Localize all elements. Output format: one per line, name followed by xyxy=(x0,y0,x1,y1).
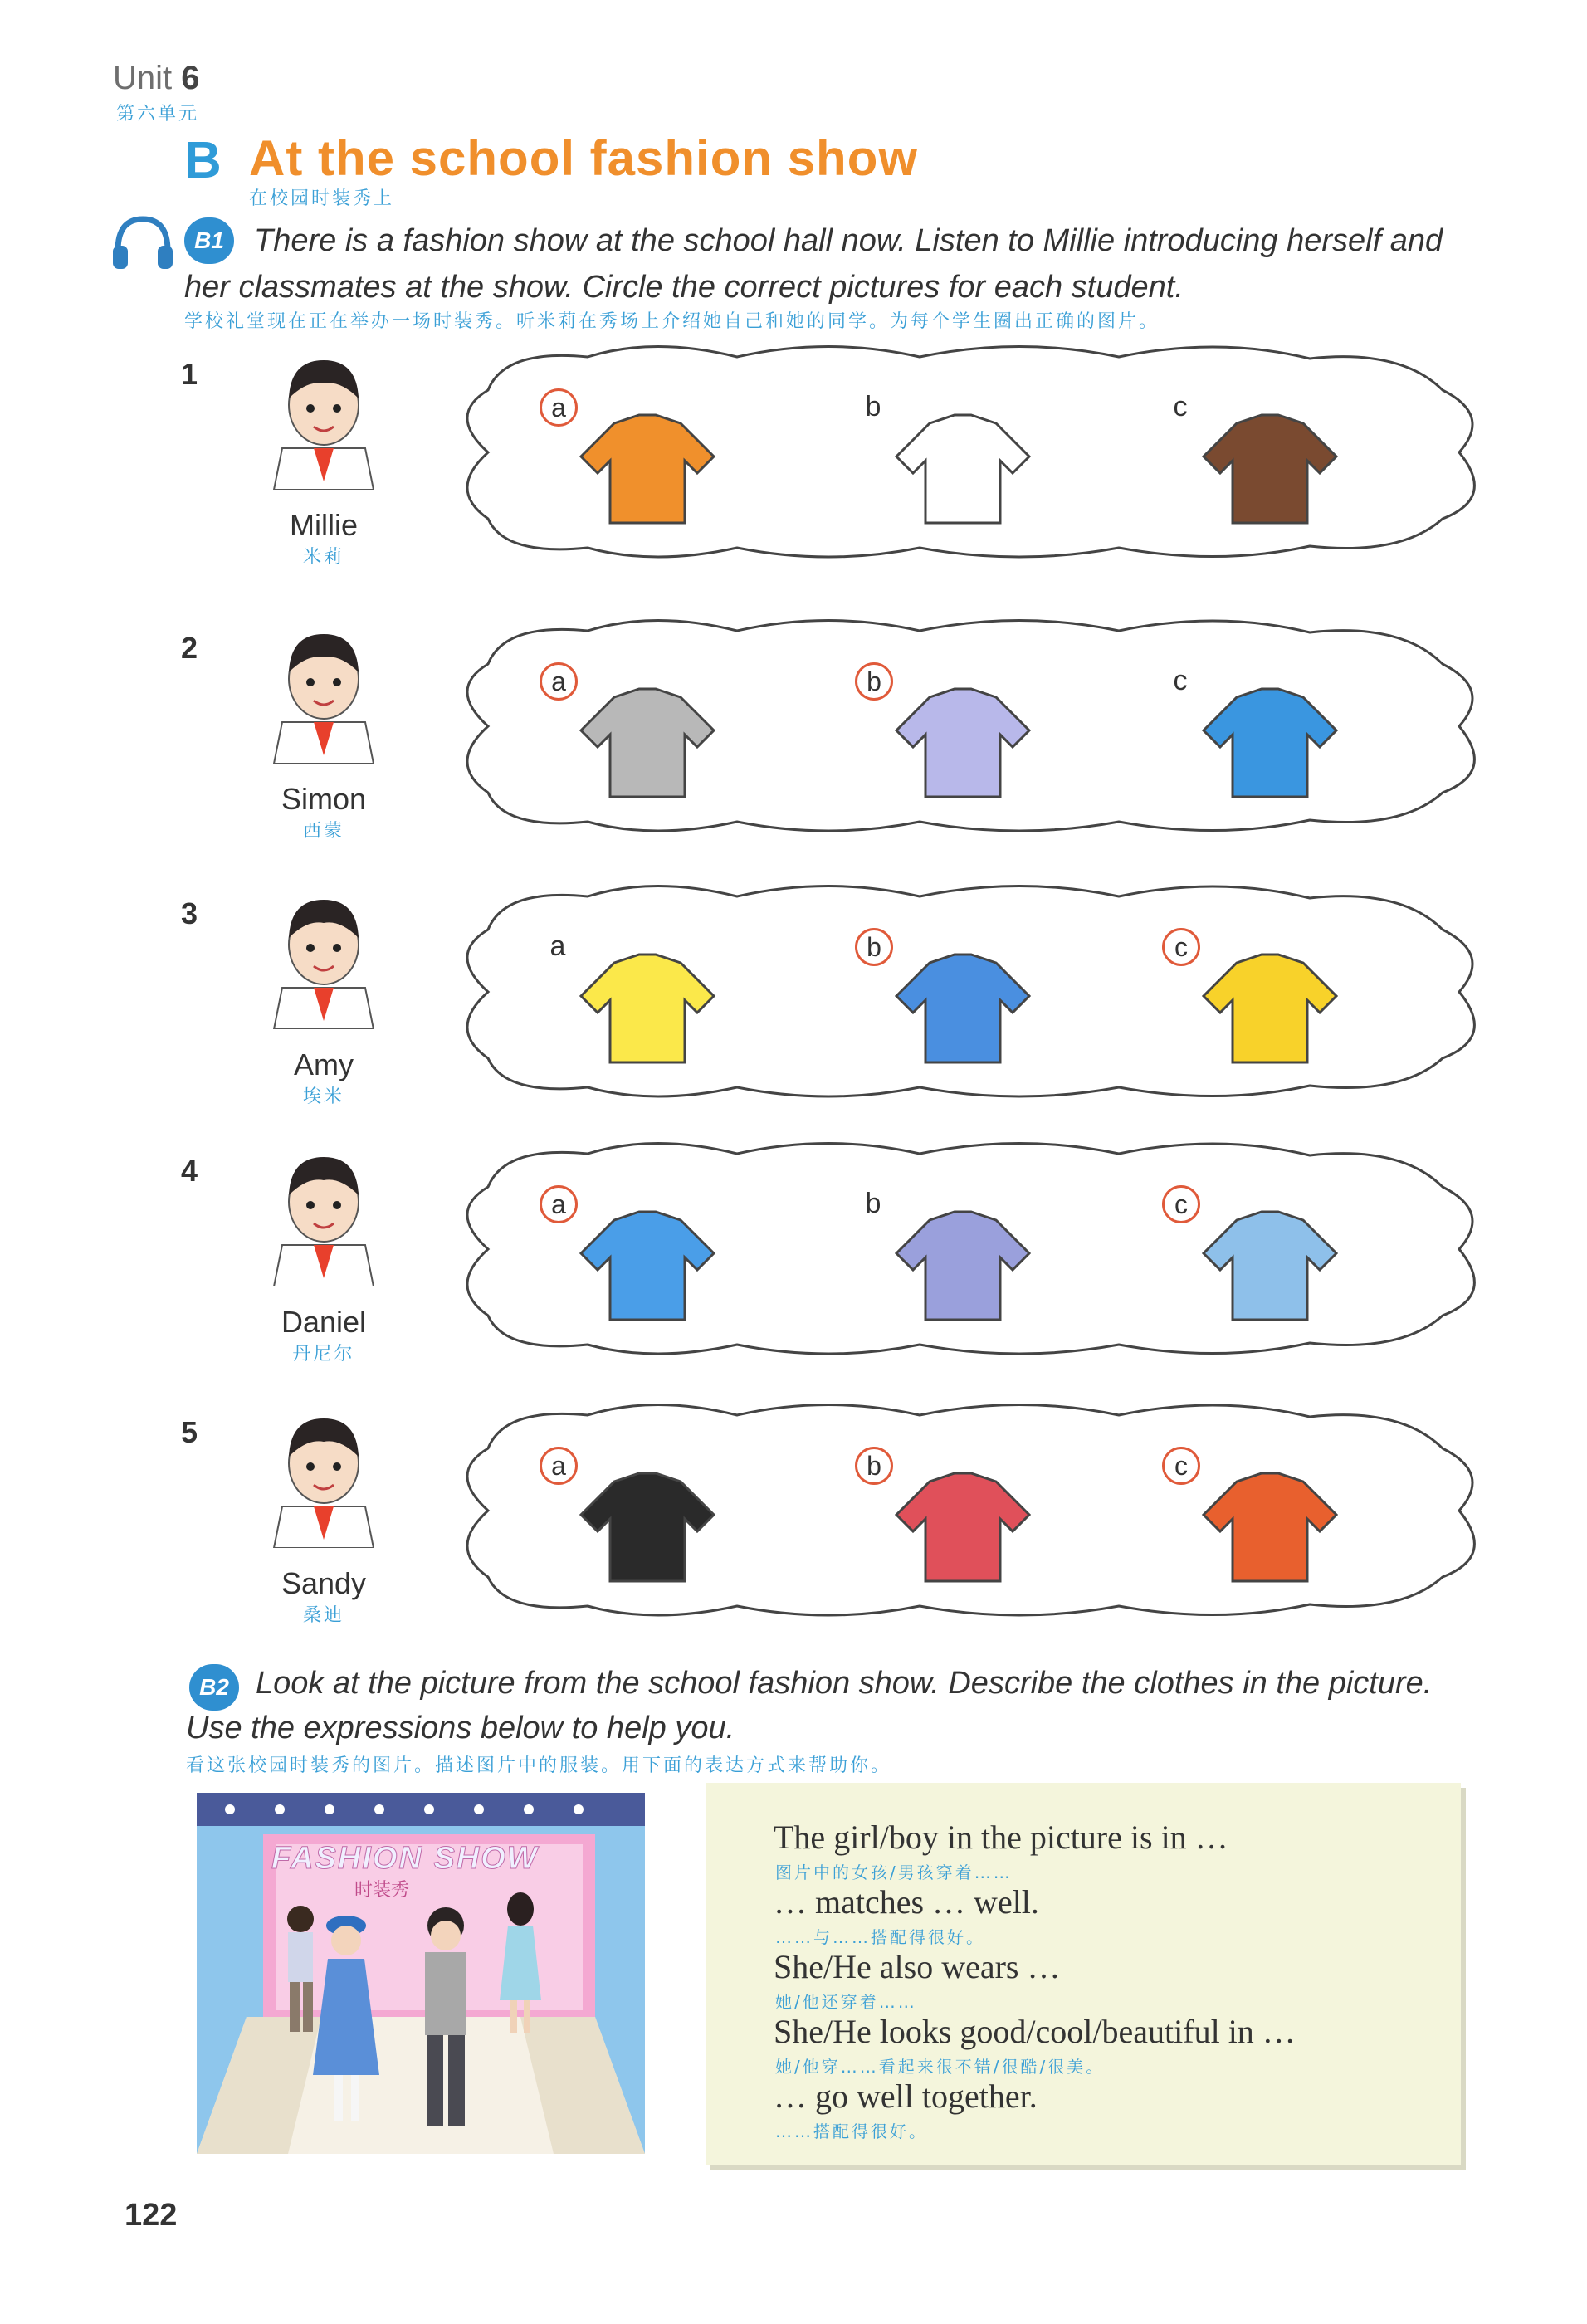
section-letter: B xyxy=(184,132,222,189)
purple-shirt-picture[interactable] xyxy=(880,681,1046,805)
phrase-2-cn: ……与……搭配得很好。 xyxy=(775,1927,985,1947)
fashion-show-picture xyxy=(197,1793,645,2154)
option-c[interactable]: c xyxy=(1173,664,1188,696)
row-number: 5 xyxy=(181,1415,198,1449)
option-b[interactable]: b xyxy=(865,390,881,422)
student-avatar xyxy=(257,1399,390,1548)
phrase-2: … matches … well. xyxy=(774,1883,1039,1921)
student-name: Amy xyxy=(294,1047,354,1081)
b1-badge: B1 xyxy=(184,217,234,264)
option-c[interactable]: c xyxy=(1173,390,1188,422)
phrase-5-cn: ……搭配得很好。 xyxy=(775,2121,928,2141)
b2-badge: B2 xyxy=(189,1664,239,1711)
student-name-cn: 埃米 xyxy=(302,1086,344,1107)
option-b[interactable]: b xyxy=(865,1187,881,1219)
student-name-cn: 桑迪 xyxy=(302,1605,344,1626)
student-name: Daniel xyxy=(281,1305,367,1339)
option-b[interactable]: b xyxy=(855,1447,893,1485)
student-avatar xyxy=(257,614,390,764)
red-shoes-picture[interactable] xyxy=(880,1465,1046,1589)
student-avatar xyxy=(257,880,390,1029)
page-number: 122 xyxy=(125,2198,178,2233)
student-name-cn: 米莉 xyxy=(302,547,344,568)
section-cn: 在校园时装秀上 xyxy=(249,188,395,209)
row-number: 2 xyxy=(181,631,198,665)
phrase-1: The girl/boy in the picture is in … xyxy=(774,1819,1228,1856)
option-a[interactable]: a xyxy=(540,662,578,701)
phrase-4: She/He looks good/cool/beautiful in … xyxy=(774,2013,1296,2050)
fashion-show-sign: FASHION SHOW xyxy=(271,1841,539,1876)
yellow-sweater-picture[interactable] xyxy=(564,946,730,1071)
option-c[interactable]: c xyxy=(1162,1185,1200,1223)
b1-instruction-line2: her classmates at the show. Circle the correct pictures for each student. xyxy=(184,270,1184,305)
option-b[interactable]: b xyxy=(855,662,893,701)
b1-instruction-line1: There is a fashion show at the school hall now. Listen to Millie introducing herself and xyxy=(254,223,1443,258)
row-number: 1 xyxy=(181,357,198,391)
b1-instruction-cn: 学校礼堂现在正在举办一场时装秀。听米莉在秀场上介绍她自己和她的同学。为每个学生圈出正确的图片。 xyxy=(184,311,1160,332)
option-a[interactable]: a xyxy=(540,1447,578,1485)
jeans-picture[interactable] xyxy=(1187,1204,1353,1328)
b2-instruction-line1: Look at the picture from the school fashion show. Describe the clothes in the picture. xyxy=(256,1666,1433,1701)
headphones-icon xyxy=(111,214,174,276)
student-name-cn: 西蒙 xyxy=(302,821,344,842)
student-name: Sandy xyxy=(281,1566,367,1600)
checked-shirt-picture[interactable] xyxy=(880,1204,1046,1328)
b2-instruction-line2: Use the expressions below to help you. xyxy=(186,1711,735,1745)
unit-label: Unit 6 xyxy=(113,60,200,96)
blue-scarf-picture[interactable] xyxy=(880,946,1046,1071)
student-name: Simon xyxy=(281,782,367,816)
brown-sweater-picture[interactable] xyxy=(1187,407,1353,531)
row-number: 4 xyxy=(181,1154,198,1188)
phrase-1-cn: 图片中的女孩/男孩穿着…… xyxy=(775,1863,1013,1882)
phrase-3-cn: 她/他还穿着…… xyxy=(775,1992,917,2012)
phrase-5: … go well together. xyxy=(774,2077,1038,2115)
orange-sweater-picture[interactable] xyxy=(564,407,730,531)
black-skirt-picture[interactable] xyxy=(564,1465,730,1589)
student-avatar xyxy=(257,340,390,490)
option-b[interactable]: b xyxy=(855,928,893,966)
student-name: Millie xyxy=(289,508,358,542)
option-a[interactable]: a xyxy=(540,1185,578,1223)
option-c[interactable]: c xyxy=(1162,928,1200,966)
expressions-panel xyxy=(706,1783,1461,2165)
option-a[interactable]: a xyxy=(540,388,578,427)
blue-shorts-picture[interactable] xyxy=(1187,681,1353,805)
option-c[interactable]: c xyxy=(1162,1447,1200,1485)
student-avatar xyxy=(257,1137,390,1286)
option-a[interactable]: a xyxy=(549,930,566,962)
section-title: At the school fashion show xyxy=(249,130,919,186)
blue-t-shirt-picture[interactable] xyxy=(564,1204,730,1328)
white-blouse-picture[interactable] xyxy=(880,407,1046,531)
yellow-shirt-picture[interactable] xyxy=(1187,946,1353,1071)
row-number: 3 xyxy=(181,896,198,930)
phrase-3: She/He also wears … xyxy=(774,1948,1061,1985)
red-blouse-picture[interactable] xyxy=(1187,1465,1353,1589)
student-name-cn: 丹尼尔 xyxy=(292,1344,355,1365)
unit-cn: 第六单元 xyxy=(116,104,200,124)
phrase-4-cn: 她/他穿……看起来很不错/很酷/很美。 xyxy=(775,2057,1106,2077)
grey-trousers-picture[interactable] xyxy=(564,681,730,805)
fashion-show-sign-cn: 时装秀 xyxy=(354,1880,410,1901)
b2-instruction-cn: 看这张校园时装秀的图片。描述图片中的服装。用下面的表达方式来帮助你。 xyxy=(186,1755,892,1776)
